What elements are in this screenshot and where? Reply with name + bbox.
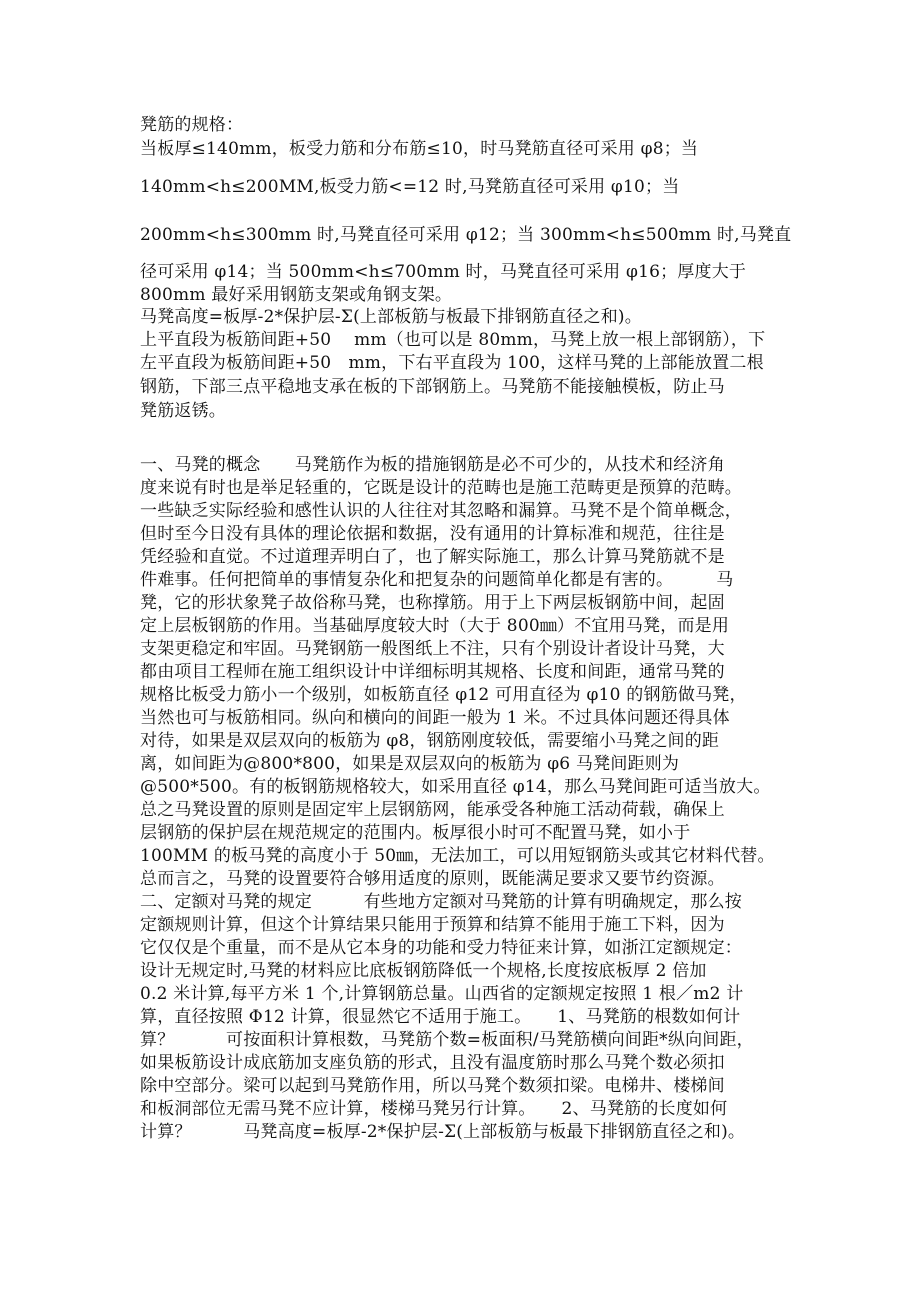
text-line: 一些缺乏实际经验和感性认识的人往往对其忽略和漏算。马凳不是个简单概念， — [140, 501, 742, 521]
text-line: 如果板筋设计成底筋加支座负筋的形式，且没有温度筋时那么马凳个数必须扣 — [140, 1053, 725, 1073]
text-line: 它仅仅是个重量，而不是从它本身的功能和受力特征来计算，如浙江定额规定： — [140, 938, 742, 958]
text-line: 0.2 米计算,每平方米 1 个,计算钢筋总量。山西省的定额规定按照 1 根／m2 计 — [140, 984, 744, 1004]
text-line: 当然也可与板筋相同。纵向和横向的间距一般为 1 米。不过具体问题还得具体 — [140, 708, 730, 728]
text-line: 左平直段为板筋间距+50 mm，下右平直段为 100，这样马凳的上部能放置二根 — [140, 353, 764, 373]
text-line: 总之马凳设置的原则是固定牢上层钢筋网，能承受各种施工活动荷载，确保上 — [140, 800, 725, 820]
text-line: 件难事。任何把简单的事情复杂化和把复杂的问题简单化都是有害的。 马 — [140, 570, 734, 590]
text-line: 凳，它的形状象凳子故俗称马凳，也称撑筋。用于上下两层板钢筋中间，起固 — [140, 593, 725, 613]
text-line: 规格比板受力筋小一个级别，如板筋直径 φ12 可用直径为 φ10 的钢筋做马凳， — [140, 685, 747, 705]
text-line: 和板洞部位无需马凳不应计算，楼梯马凳另行计算。 2、马凳筋的长度如何 — [140, 1099, 728, 1119]
text-line: 设计无规定时,马凳的材料应比底板钢筋降低一个规格,长度按底板厚 2 倍加 — [140, 961, 707, 981]
text-line: 当板厚≤140mm，板受力筋和分布筋≤10，时马凳筋直径可采用 φ8；当 — [140, 139, 699, 159]
text-line: 定额规则计算，但这个计算结果只能用于预算和结算不能用于施工下料，因为 — [140, 915, 725, 935]
text-line: 除中空部分。梁可以起到马凳筋作用，所以马凳个数须扣梁。电梯井、楼梯间 — [140, 1076, 725, 1096]
text-line: 凳筋的规格： — [140, 115, 244, 135]
text-line: 径可采用 φ14；当 500mm<h≤700mm 时，马凳直径可采用 φ16；厚度大于 — [140, 262, 747, 282]
text-line: 凳筋返锈。 — [140, 401, 226, 421]
text-line: 140mm<h≤200MM,板受力筋<=12 时,马凳筋直径可采用 φ10；当 — [140, 177, 680, 197]
text-line: 钢筋，下部三点平稳地支承在板的下部钢筋上。马凳筋不能接触模板，防止马 — [140, 377, 725, 397]
text-line: 100MM 的板马凳的高度小于 50㎜，无法加工，可以用短钢筋头或其它材料代替。 — [140, 846, 775, 866]
text-line: 层钢筋的保护层在规范规定的范围内。板厚很小时可不配置马凳，如小于 — [140, 823, 691, 843]
text-line: 二、定额对马凳的规定 有些地方定额对马凳筋的计算有明确规定，那么按 — [140, 892, 742, 912]
text-line: 一、马凳的概念 马凳筋作为板的措施钢筋是必不可少的，从技术和经济角 — [140, 455, 725, 475]
text-line: 上平直段为板筋间距+50 mm（也可以是 80mm，马凳上放一根上部钢筋），下 — [140, 330, 766, 350]
text-line: @500*500。有的板钢筋规格较大，如采用直径 φ14，那么马凳间距可适当放大。 — [140, 777, 771, 797]
text-line: 总而言之，马凳的设置要符合够用适度的原则，既能满足要求又要节约资源。 — [140, 869, 725, 889]
text-line: 度来说有时也是举足轻重的，它既是设计的范畴也是施工范畴更是预算的范畴。 — [140, 478, 742, 498]
text-line: 算，直径按照 Φ12 计算，很显然它不适用于施工。 1、马凳筋的根数如何计 — [140, 1007, 741, 1027]
text-line: 200mm<h≤300mm 时,马凳直径可采用 φ12；当 300mm<h≤500mm 时,马凳直 — [140, 225, 792, 245]
text-line: 支架更稳定和牢固。马凳钢筋一般图纸上不注，只有个别设计者设计马凳，大 — [140, 639, 725, 659]
text-line: 凭经验和直觉。不过道理弄明白了，也了解实际施工，那么计算马凳筋就不是 — [140, 547, 725, 567]
text-line: 都由项目工程师在施工组织设计中详细标明其规格、长度和间距，通常马凳的 — [140, 662, 725, 682]
text-line: 离，如间距为@800*800，如果是双层双向的板筋为 φ6 马凳间距则为 — [140, 754, 680, 774]
text-line: 但时至今日没有具体的理论依据和数据，没有通用的计算标准和规范，往往是 — [140, 524, 725, 544]
text-line: 定上层板钢筋的作用。当基础厚度较大时（大于 800㎜）不宜用马凳，而是用 — [140, 616, 730, 636]
text-line: 对待，如果是双层双向的板筋为 φ8，钢筋刚度较低，需要缩小马凳之间的距 — [140, 731, 720, 751]
text-line: 马凳高度=板厚-2*保护层-Σ(上部板筋与板最下排钢筋直径之和)。 — [140, 307, 642, 327]
text-line: 算？ 可按面积计算根数，马凳筋个数=板面积/马凳筋横向间距*纵向间距， — [140, 1030, 754, 1050]
text-line: 800mm 最好采用钢筋支架或角钢支架。 — [140, 285, 453, 305]
text-line: 计算？ 马凳高度=板厚-2*保护层-Σ(上部板筋与板最下排钢筋直径之和)。 — [140, 1122, 746, 1142]
